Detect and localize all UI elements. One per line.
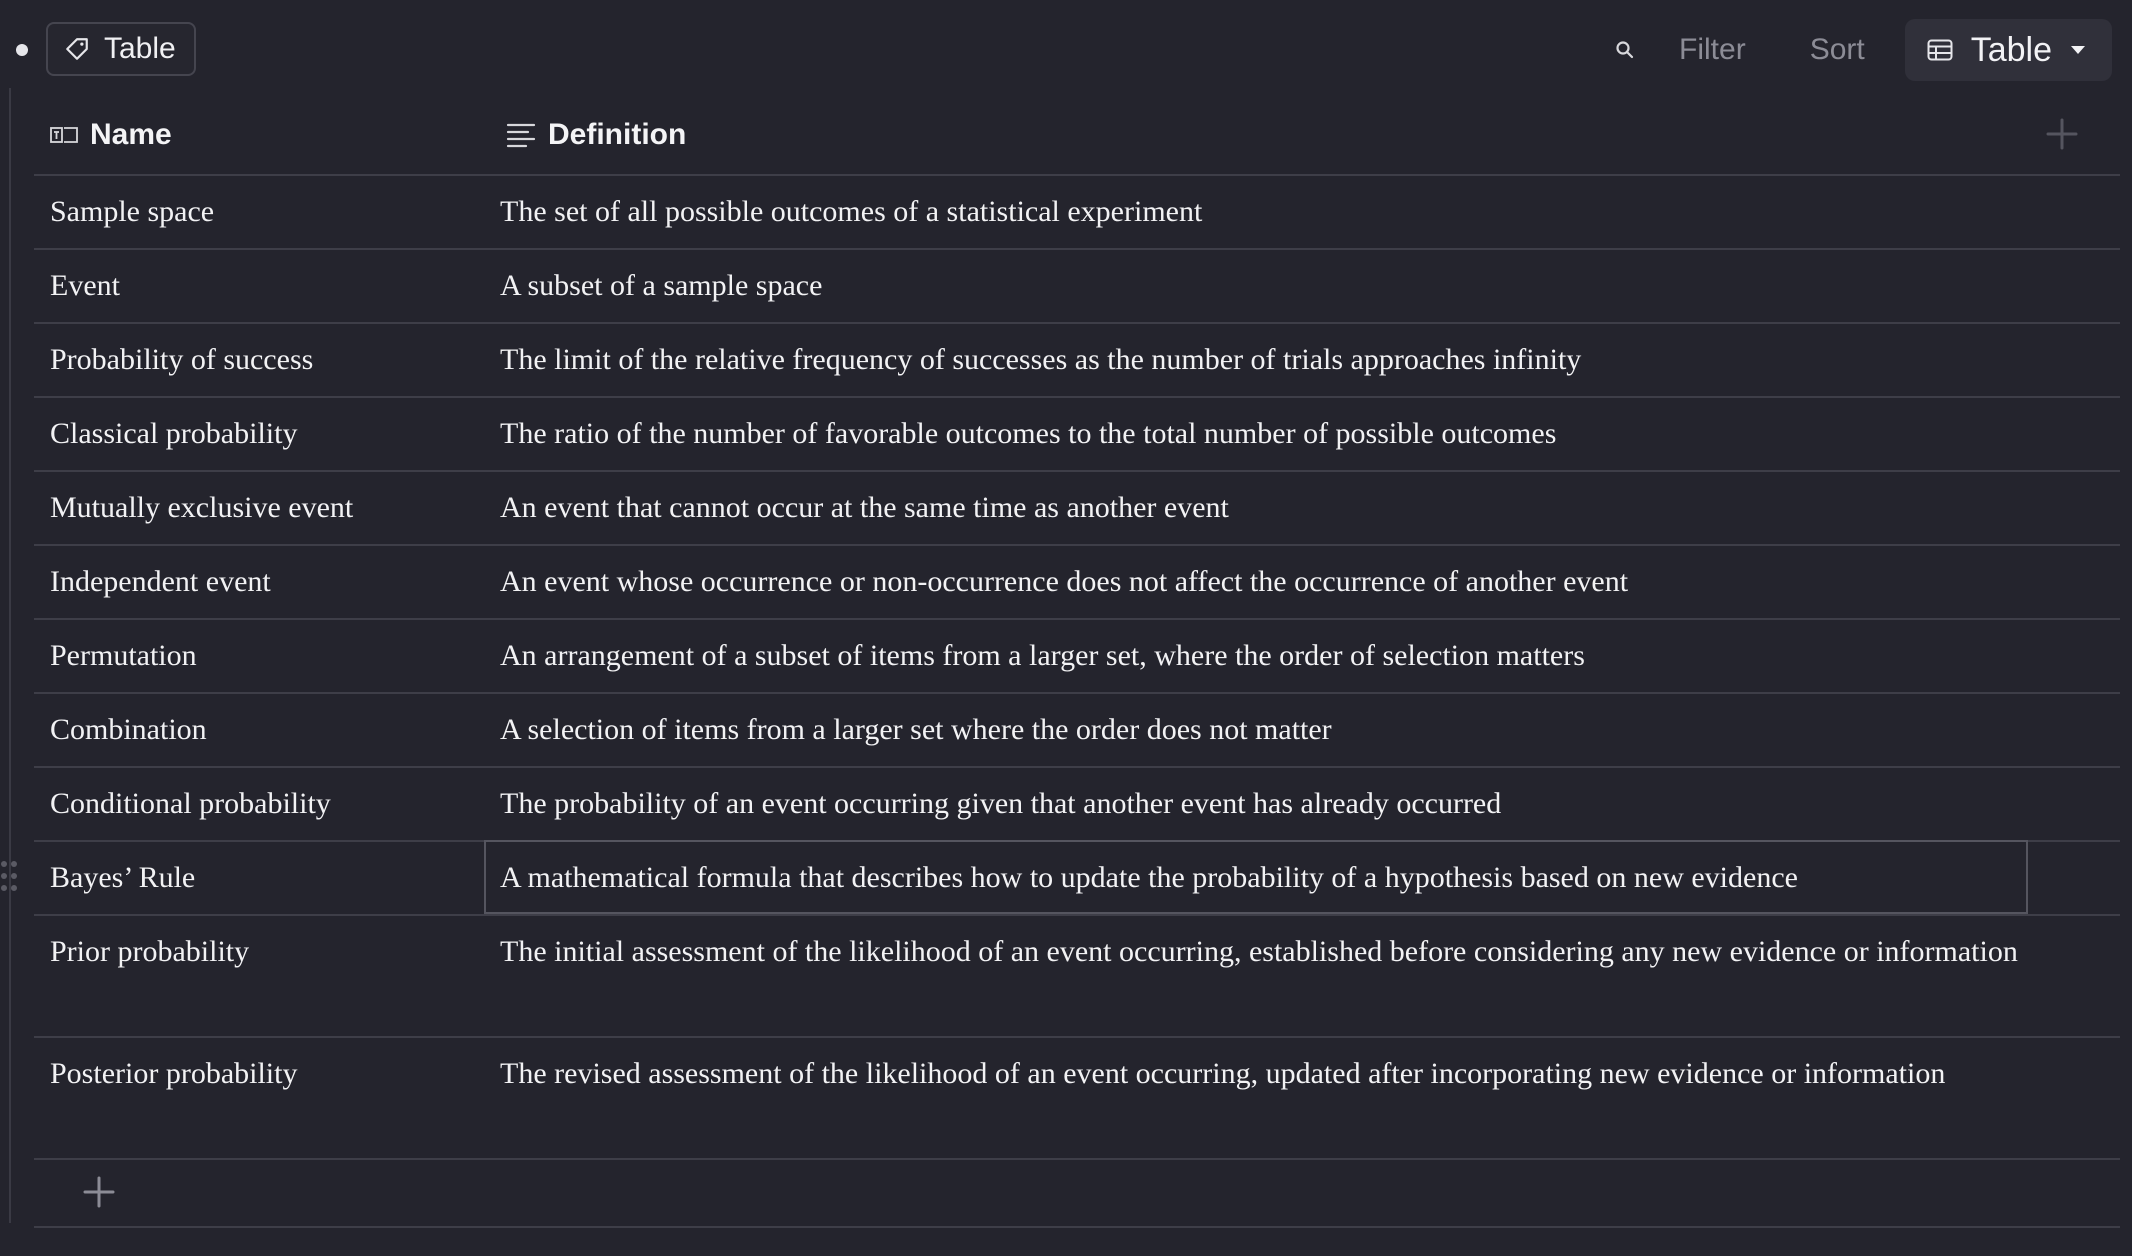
text-lines-icon [506, 122, 536, 148]
view-tag-button[interactable] [46, 22, 196, 76]
cell-name[interactable]: Classical probability [50, 417, 298, 450]
table-row[interactable] [34, 1038, 2120, 1160]
table-row[interactable] [34, 620, 2120, 694]
column-header-definition[interactable] [506, 118, 686, 152]
name-field-icon [50, 125, 78, 145]
toolbar [1605, 20, 2112, 80]
cell-name[interactable]: Sample space [50, 195, 215, 228]
table-row[interactable] [34, 398, 2120, 472]
column-header-name[interactable] [50, 118, 172, 152]
cell-definition[interactable]: The ratio of the number of favorable outcomes to the total number of possible outcomes [500, 417, 1557, 450]
cell-definition[interactable]: An event whose occurrence or non-occurrence does not affect the occurrence of another event [500, 565, 1629, 598]
plus-icon [82, 1175, 116, 1209]
caret-down-icon [2070, 44, 2086, 56]
cell-name[interactable]: Bayes’ Rule [50, 861, 196, 894]
table-row[interactable] [34, 472, 2120, 546]
cell-definition[interactable]: An arrangement of a subset of items from a larger set, where the order of selection matters [500, 639, 1585, 672]
table-row[interactable] [34, 916, 2120, 1038]
table-row[interactable] [34, 694, 2120, 768]
cell-definition[interactable]: The initial assessment of the likelihood of an event occurring, established before considering any new evidence or information [500, 935, 2018, 968]
cell-definition[interactable]: A subset of a sample space [500, 269, 823, 302]
table-header [34, 96, 2120, 176]
search-button[interactable] [1605, 30, 1645, 70]
cell-name[interactable]: Posterior probability [50, 1057, 298, 1090]
drag-handle-icon[interactable] [0, 862, 20, 894]
sort-button[interactable]: Sort [1809, 33, 1865, 66]
table-row[interactable] [34, 324, 2120, 398]
add-column-icon[interactable] [2044, 116, 2080, 152]
table-row[interactable] [34, 176, 2120, 250]
view-switcher-button[interactable] [1905, 19, 2112, 81]
cell-definition[interactable]: A selection of items from a larger set where the order does not matter [500, 713, 1332, 746]
filter-button[interactable]: Filter [1679, 33, 1746, 66]
tag-icon [64, 36, 90, 62]
view-switcher-label: Table [1970, 30, 2052, 69]
block-guide-line [9, 88, 11, 1223]
table-row[interactable] [34, 546, 2120, 620]
cell-name[interactable]: Mutually exclusive event [50, 491, 354, 524]
table-row[interactable] [34, 768, 2120, 842]
cell-name[interactable]: Independent event [50, 565, 271, 598]
cell-definition[interactable]: The set of all possible outcomes of a statistical experiment [500, 195, 1203, 228]
cell-definition[interactable]: The revised assessment of the likelihood of an event occurring, updated after incorporating new evidence or information [500, 1057, 1946, 1090]
column-header-name-label: Name [90, 118, 172, 151]
cell-name[interactable]: Prior probability [50, 935, 250, 968]
data-table [34, 96, 2120, 1228]
block-bullet [16, 44, 28, 56]
cell-name[interactable]: Permutation [50, 639, 197, 672]
cell-definition[interactable]: An event that cannot occur at the same time as another event [500, 491, 1229, 524]
cell-name[interactable]: Event [50, 269, 120, 302]
cell-definition[interactable]: The probability of an event occurring given that another event has already occurred [500, 787, 1502, 820]
cell-name[interactable]: Conditional probability [50, 787, 331, 820]
cell-definition[interactable]: The limit of the relative frequency of successes as the number of trials approaches infinity [500, 343, 1582, 376]
cell-name[interactable]: Probability of success [50, 343, 314, 376]
table-row[interactable] [34, 842, 2120, 916]
view-tag-label: Table [104, 32, 176, 65]
cell-definition-selected[interactable]: A mathematical formula that describes how to update the probability of a hypothesis based on new evidence [486, 842, 2026, 912]
cell-name[interactable]: Combination [50, 713, 207, 746]
table-icon [1927, 39, 1953, 61]
add-row-button[interactable] [34, 1160, 2120, 1228]
column-header-definition-label: Definition [548, 118, 687, 151]
search-icon [1615, 40, 1635, 60]
table-row[interactable] [34, 250, 2120, 324]
